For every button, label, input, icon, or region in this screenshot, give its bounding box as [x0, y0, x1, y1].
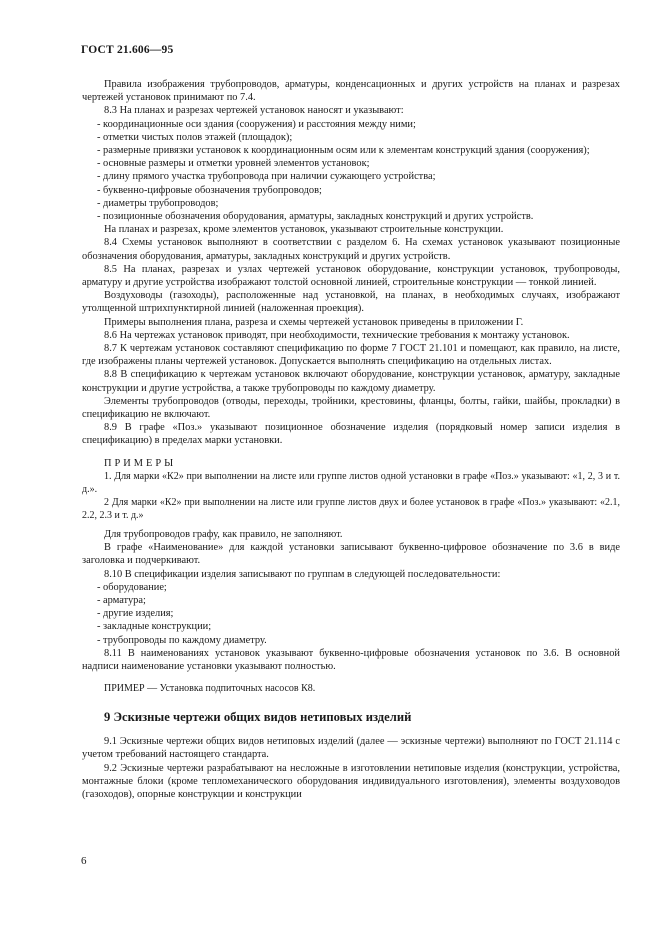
- paragraph: 8.9 В графе «Поз.» указывают позиционное обозначение изделия (порядковый номер записи изделия в спецификацию) в пределах марки установки.: [82, 422, 620, 447]
- list-item: - закладные конструкции;: [97, 621, 212, 633]
- paragraph: 9.1 Эскизные чертежи общих видов нетиповых изделий (далее — эскизные чертежи) выполняют по ГОСТ 21.114 с учетом требований настоящего стандарта.: [82, 736, 620, 761]
- list-item: - оборудование;: [97, 581, 167, 593]
- paragraph: 8.8 В спецификацию к чертежам установок включают оборудование, конструкции установок, арматуру, закладные конструкции и другие устройства, а также трубопроводы по каждому диаметру.: [82, 369, 620, 394]
- list-item: - арматура;: [97, 594, 146, 606]
- paragraph: 8.3 На планах и разрезах чертежей установок наносят и указывают:: [104, 105, 404, 117]
- paragraph: 9.2 Эскизные чертежи разрабатывают на несложные в изготовлении нетиповые изделия (конструкции, устройства, монтажные блоки (кроме тепломеханического оборудования индивидуального изготовления), элементы воздуховодов (газоходов), опорные конструкции и конструкции: [82, 762, 620, 800]
- list-item: - отметки чистых полов этажей (площадок);: [97, 131, 293, 143]
- paragraph: Правила изображения трубопроводов, арматуры, конденсационных и других устройств на планах и разрезах чертежей установок принимают по 7.4.: [82, 79, 620, 104]
- document-body: [82, 78, 620, 801]
- section-heading: 9 Эскизные чертежи общих видов нетиповых изделий: [104, 710, 412, 725]
- example-item: 2 Для марки «К2» при выполнении на листе или группе листов двух и более установок в графе «Поз.» указывают: «2.1, 2.2, 2.3 и т. д.»: [82, 496, 620, 521]
- paragraph: 8.6 На чертежах установок приводят, при необходимости, технические требования к монтажу установок.: [104, 329, 570, 341]
- paragraph: Для трубопроводов графу, как правило, не заполняют.: [104, 528, 343, 540]
- paragraph: Элементы трубопроводов (отводы, переходы, тройники, крестовины, фланцы, болты, гайки, шайбы, прокладки) в спецификацию не включают.: [82, 395, 620, 421]
- page-number: 6: [81, 855, 87, 867]
- paragraph: Примеры выполнения плана, разреза и схемы чертежей установок приведены в приложении Г.: [104, 316, 524, 328]
- list-item: - координационные оси здания (сооружения) и расстояния между ними;: [97, 118, 416, 130]
- example-note: ПРИМЕР — Установка подпиточных насосов К8.: [104, 683, 316, 695]
- paragraph: В графе «Наименование» для каждой установки записывают буквенно-цифровое обозначение по 3.6 в виде заголовка и подчеркивают.: [82, 542, 620, 567]
- paragraph: 8.5 На планах, разрезах и узлах чертежей установок оборудование, конструкции установок, трубопроводы, арматуру и другие устройства изображают толстой основной линией, строительные конструкции — тонкой линией.: [82, 263, 620, 289]
- list-item: - диаметры трубопроводов;: [97, 197, 219, 209]
- list-item: - буквенно-цифровые обозначения трубопроводов;: [97, 184, 322, 196]
- paragraph: Воздуховоды (газоходы), расположенные над установкой, на планах, в необходимых случаях, изображают утолщенной штрихпунктирной линией (наложенная проекция).: [82, 290, 620, 315]
- paragraph: 8.11 В наименованиях установок указывают буквенно-цифровые обозначения установок по 3.6. В основной надписи наименование установки указывают полностью.: [82, 647, 620, 672]
- list-item: - трубопроводы по каждому диаметру.: [97, 634, 267, 646]
- example-item: 1. Для марки «К2» при выполнении на листе или группе листов одной установки в графе «Поз.» указывают: «1, 2, 3 и т. д.».: [82, 470, 620, 495]
- list-item: - длину прямого участка трубопровода при наличии сужающего устройства;: [97, 171, 436, 183]
- list-item: - другие изделия;: [97, 608, 174, 620]
- paragraph: 8.7 К чертежам установок составляют спецификацию по форме 7 ГОСТ 21.101 и помещают, как правило, на листе, где изображены планы чертежей установок. Допускается выполнять спецификацию на отдельных листах.: [82, 343, 620, 368]
- list-item: - размерные привязки установок к координационным осям или к элементам конструкций здания (сооружения);: [97, 145, 590, 157]
- paragraph: 8.4 Схемы установок выполняют в соответствии с разделом 6. На схемах установок указывают позиционные обозначения оборудования, арматуры, закладных конструкций и других устройств.: [82, 237, 620, 262]
- document-header: ГОСТ 21.606—95: [81, 44, 174, 56]
- paragraph: На планах и разрезах, кроме элементов установок, указывают строительные конструкции.: [104, 224, 504, 236]
- list-item: - позиционные обозначения оборудования, арматуры, закладных конструкций и других устройств.: [97, 211, 534, 223]
- examples-heading: ПРИМЕРЫ: [104, 457, 177, 469]
- list-item: - основные размеры и отметки уровней элементов установок;: [97, 158, 370, 170]
- paragraph: 8.10 В спецификации изделия записывают по группам в следующей последовательности:: [104, 568, 501, 580]
